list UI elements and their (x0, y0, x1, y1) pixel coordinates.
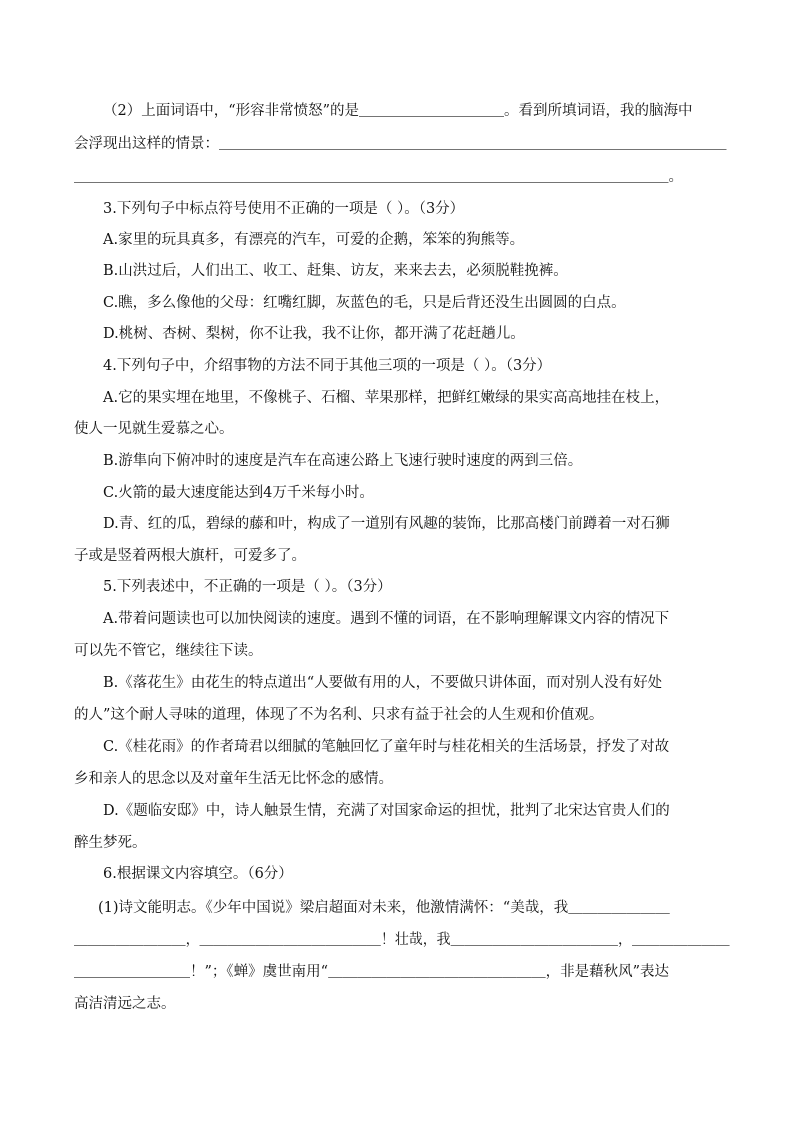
line-text: 可以先不管它，继续往下读。 (74, 643, 263, 659)
line-text: 会浮现出这样的情景：＿＿＿＿＿＿＿＿＿＿＿＿＿＿＿＿＿＿＿＿＿＿＿＿＿＿＿＿＿＿＿＿＿＿＿ (74, 136, 727, 152)
text-line (0, 898, 794, 918)
question-4 (0, 356, 794, 376)
option-b (0, 673, 794, 693)
line-text: B.山洪过后，人们出工、收工、赶集、访友，来来去去，必须脱鞋挽裤。 (103, 263, 568, 279)
question-5 (0, 577, 794, 597)
option-a (0, 609, 794, 629)
line-text: 4.下列句子中，介绍事物的方法不同于其他三项的一项是（ ）。（3分） (103, 358, 552, 374)
line-text: 的人”这个耐人寻味的道理，体现了不为名利、只求有益于社会的人生观和价值观。 (74, 707, 604, 723)
option-c (0, 483, 794, 503)
text-line (0, 101, 794, 121)
line-text: 6.根据课文内容填空。（6分） (103, 866, 293, 882)
line-text: C.火箭的最大速度能达到4万千米每小时。 (103, 485, 374, 501)
line-text: A.家里的玩具真多，有漂亮的汽车，可爱的企鹅，笨笨的狗熊等。 (103, 232, 525, 248)
text-line (0, 769, 794, 789)
line-text: B.游隼向下俯冲时的速度是汽车在高速公路上飞速行驶时速度的两到三倍。 (103, 453, 583, 469)
question-6 (0, 864, 794, 884)
text-line (0, 962, 794, 982)
option-d (0, 324, 794, 344)
line-text: （2）上面词语中，“形容非常愤怒”的是＿＿＿＿＿＿＿＿＿＿。看到所填词语，我的脑海中 (103, 103, 693, 119)
text-line (0, 419, 794, 439)
question-3 (0, 199, 794, 219)
line-text: D.《题临安邸》中，诗人触景生情，充满了对国家命运的担忧，批判了北宋达官贵人们的 (103, 803, 670, 819)
line-text: 使人一见就生爱慕之心。 (74, 421, 234, 437)
option-a (0, 230, 794, 250)
line-text: D.桃树、杏树、梨树，你不让我，我不让你，都开满了花赶趟儿。 (103, 326, 525, 342)
line-text: D.青、红的瓜，碧绿的藤和叶，构成了一道别有风趣的装饰，比那高楼门前蹲着一对石狮 (103, 516, 670, 532)
option-c (0, 293, 794, 313)
option-c (0, 737, 794, 757)
line-text: 5.下列表述中，不正确的一项是（ ）。（3分） (103, 579, 392, 595)
line-text: A.它的果实埋在地里，不像桃子、石榴、苹果那样，把鲜红嫩绿的果实高高地挂在枝上， (103, 390, 670, 406)
text-line (0, 833, 794, 853)
line-text: 醉生梦死。 (74, 835, 147, 851)
text-line (0, 641, 794, 661)
option-a (0, 388, 794, 408)
line-text: B.《落花生》由花生的特点道出“人要做有用的人，不要做只讲体面，而对别人没有好处 (103, 675, 663, 691)
line-text: ＿＿＿＿＿＿＿＿＿＿＿＿＿＿＿＿＿＿＿＿＿＿＿＿＿＿＿＿＿＿＿＿＿＿＿＿＿＿＿＿＿。 (74, 169, 683, 185)
line-text: 高洁清远之志。 (74, 996, 176, 1012)
text-line (0, 994, 794, 1014)
line-text: C.瞧，多么像他的父母：红嘴红脚，灰蓝色的毛，只是后背还没生出圆圆的白点。 (103, 295, 626, 311)
line-text: (1)诗文能明志。《少年中国说》梁启超面对未来，他激情满怀：“美哉，我＿＿＿＿＿＿＿ (98, 900, 670, 916)
line-text: A.带着问题读也可以加快阅读的速度。遇到不懂的词语，在不影响理解课文内容的情况下 (103, 611, 670, 627)
text-line (0, 546, 794, 566)
option-b (0, 451, 794, 471)
option-b (0, 261, 794, 281)
text-line (0, 930, 794, 950)
line-text: 子或是竖着两根大旗杆，可爱多了。 (74, 548, 306, 564)
text-line (0, 134, 794, 154)
option-d (0, 514, 794, 534)
option-d (0, 801, 794, 821)
text-line (0, 167, 794, 187)
line-text: ＿＿＿＿＿＿＿＿，＿＿＿＿＿＿＿＿＿＿＿＿＿！壮哉，我＿＿＿＿＿＿＿＿＿＿＿＿，＿＿＿＿＿＿＿ (74, 932, 730, 948)
line-text: 乡和亲人的思念以及对童年生活无比怀念的感情。 (74, 771, 393, 787)
line-text: C.《桂花雨》的作者琦君以细腻的笔触回忆了童年时与桂花相关的生活场景，抒发了对故 (103, 739, 670, 755)
line-text: 3.下列句子中标点符号使用不正确的一项是（ ）。（3分） (103, 201, 465, 217)
line-text: ＿＿＿＿＿＿＿＿！”；《蝉》虞世南用“＿＿＿＿＿＿＿＿＿＿＿＿＿＿＿，非是藉秋风”表达 (74, 964, 669, 980)
text-line (0, 705, 794, 725)
